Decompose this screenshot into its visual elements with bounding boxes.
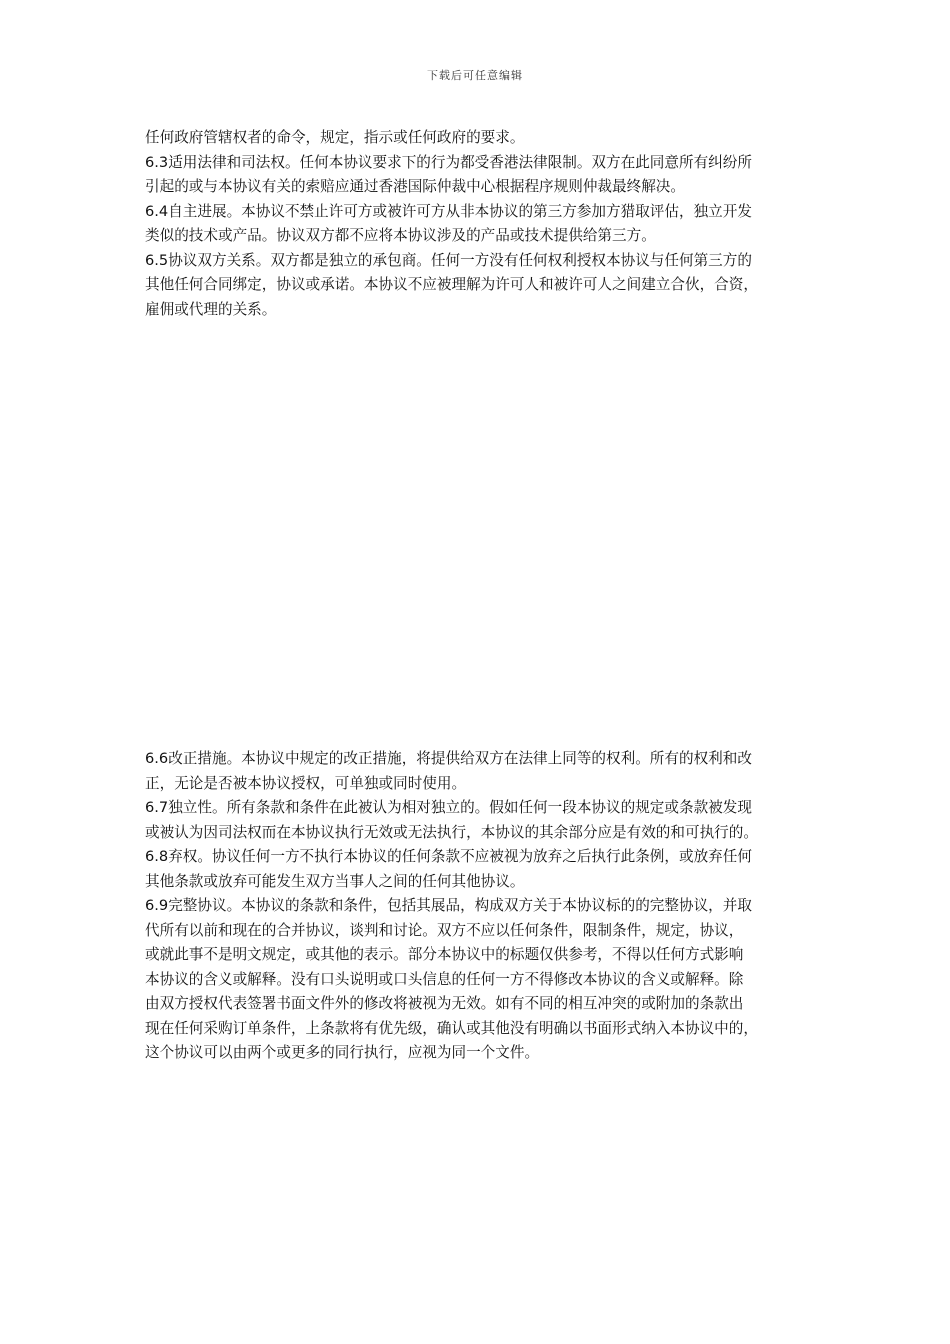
clause-6-4-line: 6.4自主进展。本协议不禁止许可方或被许可方从非本协议的第三方参加方猎取评估，独立开发: [145, 202, 752, 220]
clause-6-6-line: 6.6改正措施。本协议中规定的改正措施，将提供给双方在法律上同等的权利。所有的权利和改: [145, 750, 752, 767]
clause-6-8-line: 6.8弃权。协议任何一方不执行本协议的任何条款不应被视为放弃之后执行此条例，或放弃任何: [145, 848, 752, 865]
text-line: 本协议的含义或解释。没有口头说明或口头信息的任何一方不得修改本协议的含义或解释。除: [145, 970, 744, 988]
clause-6-9-line: 6.9完整协议。本协议的条款和条件，包括其展品，构成双方关于本协议标的的完整协议，并取: [145, 897, 752, 914]
text-line: 这个协议可以由两个或更多的同行执行，应视为同一个文件。: [145, 1044, 540, 1061]
text-line: 其他条款或放弃可能发生双方当事人之间的任何其他协议。: [145, 872, 525, 890]
text-line: 其他任何合同绑定，协议或承诺。本协议不应被理解为许可人和被许可人之间建立合伙，合资，: [145, 276, 758, 293]
clauses-section-top: [145, 126, 825, 322]
text-line: 任何政府管辖权者的命令，规定，指示或任何政府的要求。: [145, 129, 525, 146]
clause-6-5-line: 6.5协议双方关系。双方都是独立的承包商。任何一方没有任何权利授权本协议与任何第三方的: [145, 251, 752, 269]
text-line: 类似的技术或产品。协议双方都不应将本协议涉及的产品或技术提供给第三方。: [145, 227, 656, 244]
text-line: 现在任何采购订单条件，上条款将有优先级，确认或其他没有明确以书面形式纳入本协议中的，: [145, 1019, 758, 1037]
text-line: 或就此事不是明文规定，或其他的表示。部分本协议中的标题仅供参考，不得以任何方式影响: [145, 946, 744, 963]
text-line: 或被认为因司法权而在本协议执行无效或无法执行，本协议的其余部分应是有效的和可执行的。: [145, 823, 758, 841]
text-line: 正，无论是否被本协议授权，可单独或同时使用。: [145, 774, 467, 792]
text-line: 由双方授权代表签署书面文件外的修改将被视为无效。如有不同的相互冲突的或附加的条款出: [145, 995, 744, 1012]
clauses-section-bottom: [145, 747, 825, 1066]
text-line: 引起的或与本协议有关的索赔应通过香港国际仲裁中心根据程序规则仲裁最终解决。: [145, 178, 685, 195]
text-line: 代所有以前和现在的合并协议，谈判和讨论。双方不应以任何条件，限制条件，规定，协议，: [145, 921, 744, 939]
page-header: 下载后可任意编辑: [427, 69, 523, 82]
clause-6-7-line: 6.7独立性。所有条款和条件在此被认为相对独立的。假如任何一段本协议的规定或条款被发现: [145, 799, 752, 816]
text-line: 雇佣或代理的关系。: [145, 300, 277, 318]
clause-6-3-line: 6.3适用法律和司法权。任何本协议要求下的行为都受香港法律限制。双方在此同意所有纠纷所: [145, 153, 752, 171]
